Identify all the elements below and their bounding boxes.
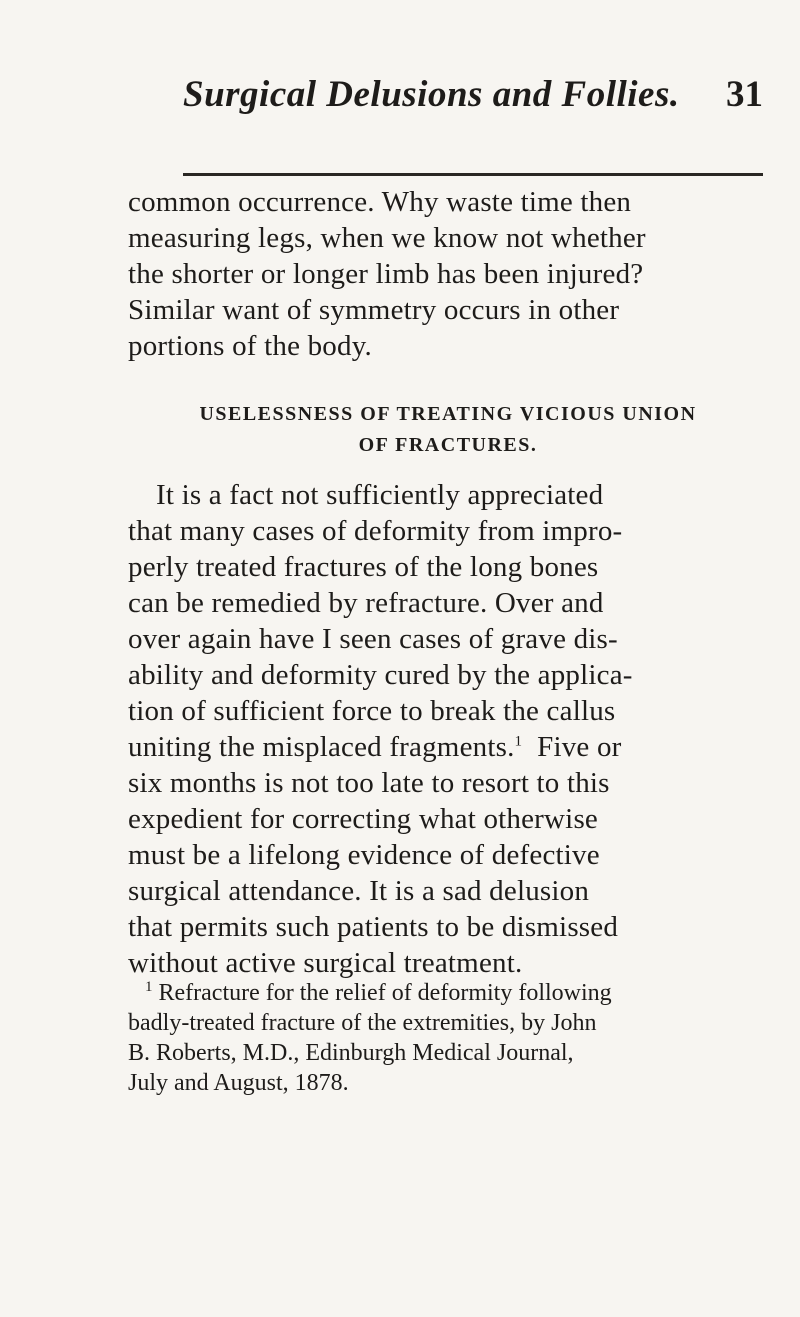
heading-line: OF FRACTURES. bbox=[358, 434, 538, 456]
paragraph-continued bbox=[128, 184, 768, 364]
text-line: measuring legs, when we know not whether bbox=[128, 222, 646, 254]
footnote-line: July and August, 1878. bbox=[128, 1070, 349, 1096]
footnote-text: Refracture for the relief of deformity following bbox=[158, 980, 612, 1006]
footnote-line: badly-treated fracture of the extremities, by John bbox=[128, 1010, 597, 1036]
text-line: tion of sufficient force to break the callus bbox=[128, 695, 616, 727]
running-head bbox=[183, 73, 763, 123]
text-line: over again have I seen cases of grave dis- bbox=[128, 623, 618, 655]
footnote bbox=[128, 978, 768, 1098]
text-line: Similar want of symmetry occurs in other bbox=[128, 294, 620, 326]
footnote-marker: 1 bbox=[145, 979, 153, 995]
text-line: portions of the body. bbox=[128, 330, 372, 362]
text-line: that many cases of deformity from impro- bbox=[128, 515, 623, 547]
text-line: perly treated fractures of the long bones bbox=[128, 551, 599, 583]
text-line: surgical attendance. It is a sad delusion bbox=[128, 875, 590, 907]
text-line: the shorter or longer limb has been injured? bbox=[128, 258, 644, 290]
text-segment: uniting the misplaced fragments. bbox=[128, 731, 515, 763]
text-line: It is a fact not sufficiently appreciated bbox=[156, 479, 604, 511]
section-heading bbox=[128, 399, 768, 461]
text-line: expedient for correcting what otherwise bbox=[128, 803, 599, 835]
text-line: without active surgical treatment. bbox=[128, 947, 523, 979]
footnote-line: B. Roberts, M.D., Edinburgh Medical Journal, bbox=[128, 1040, 574, 1066]
header-rule bbox=[183, 173, 763, 176]
text-line: must be a lifelong evidence of defective bbox=[128, 839, 600, 871]
text-line: common occurrence. Why waste time then bbox=[128, 186, 632, 218]
footnote-reference: 1 bbox=[514, 733, 523, 750]
text-line: six months is not too late to resort to this bbox=[128, 767, 610, 799]
text-segment: Five or bbox=[537, 731, 622, 763]
paragraph-refracture bbox=[128, 477, 768, 981]
text-line-with-footnote bbox=[128, 729, 768, 765]
page-number: 31 bbox=[726, 74, 763, 115]
running-title: Surgical Delusions and Follies. bbox=[183, 74, 680, 115]
heading-line: USELESSNESS OF TREATING VICIOUS UNION bbox=[199, 403, 697, 425]
text-line: ability and deformity cured by the applica- bbox=[128, 659, 633, 691]
text-line: that permits such patients to be dismissed bbox=[128, 911, 619, 943]
footnote-line bbox=[128, 978, 768, 1008]
text-line: can be remedied by refracture. Over and bbox=[128, 587, 604, 619]
